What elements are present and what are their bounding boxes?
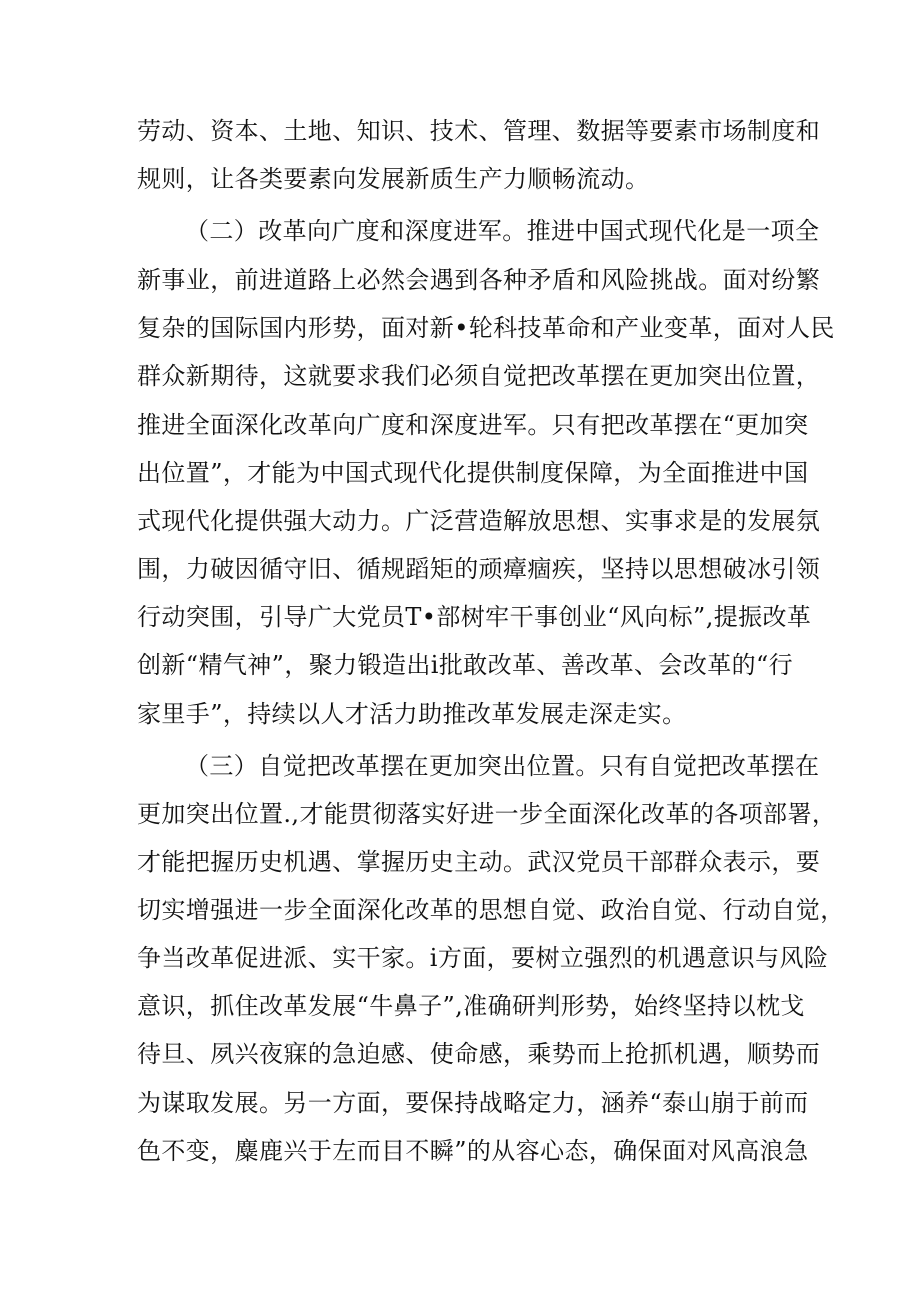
paragraph-2-line-1: （二）改革向广度和深度进军。推进中国式现代化是一项全: [185, 217, 820, 245]
paragraph-2-line-10: 创新“精气神”，聚力锻造出i批敢改革、善改革、会改革的“行: [137, 651, 794, 679]
paragraph-3-line-8: 为谋取发展。另一方面，要保持战略定力，涵养“泰山崩于前而: [137, 1089, 809, 1117]
paragraph-2-line-11: 家里手”，持续以人才活力助推改革发展走深走实。: [137, 700, 687, 728]
paragraph-3-line-3: 才能把握历史机遇、掌握历史主动。武汉党员干部群众表示，要: [137, 848, 821, 876]
paragraph-3-line-7: 待旦、夙兴夜寐的急迫感、使命感，乘势而上抢抓机遇，顺势而: [137, 1040, 821, 1068]
paragraph-3-line-2: 更加突出位置.,才能贯彻落实好进一步全面深化改革的各项部署，: [137, 800, 837, 828]
paragraph-3-line-5: 争当改革促进派、实干家。i方面，要树立强烈的机遇意识与风险: [137, 944, 829, 972]
paragraph-2-line-9: 行动突围，引导广大党员T•部树牢干事创业“风向标”,提振改革: [137, 603, 812, 631]
paragraph-3-line-1: （三）自觉把改革摆在更加突出位置。只有自觉把改革摆在: [185, 752, 820, 780]
paragraph-3-line-4: 切实增强进一步全面深化改革的思想自觉、政治自觉、行动自觉，: [137, 896, 845, 924]
paragraph-1-line-2: 规则，让各类要素向发展新质生产力顺畅流动。: [137, 165, 650, 193]
paragraph-2-line-4: 群众新期待，这就要求我们必须自觉把改革摆在更加突出位置，: [137, 362, 821, 390]
paragraph-2-line-6: 出位置”，才能为中国式现代化提供制度保障，为全面推进中国: [137, 459, 809, 487]
paragraph-2-line-5: 推进全面深化改革向广度和深度进军。只有把改革摆在“更加突: [137, 411, 809, 439]
paragraph-2-line-7: 式现代化提供强大动力。广泛营造解放思想、实事求是的发展氛: [137, 507, 821, 535]
paragraph-1-line-1: 劳动、资本、土地、知识、技术、管理、数据等要素市场制度和: [137, 117, 821, 145]
paragraph-3-line-9: 色不变，麋鹿兴于左而目不瞬”的从容心态，确保面对风高浪急: [137, 1137, 809, 1165]
paragraph-2-line-3: 复杂的国际国内形势，面对新•轮科技革命和产业变革，面对人民: [137, 314, 835, 342]
paragraph-2-line-8: 围，力破因循守旧、循规蹈矩的顽瘴痼疾，坚持以思想破冰引领: [137, 555, 821, 583]
paragraph-2-line-2: 新事业，前进道路上必然会遇到各种矛盾和风险挑战。面对纷繁: [137, 266, 821, 294]
paragraph-3-line-6: 意识，抓住改革发展“牛鼻子”,准确研判形势，始终坚持以枕戈: [137, 992, 805, 1020]
